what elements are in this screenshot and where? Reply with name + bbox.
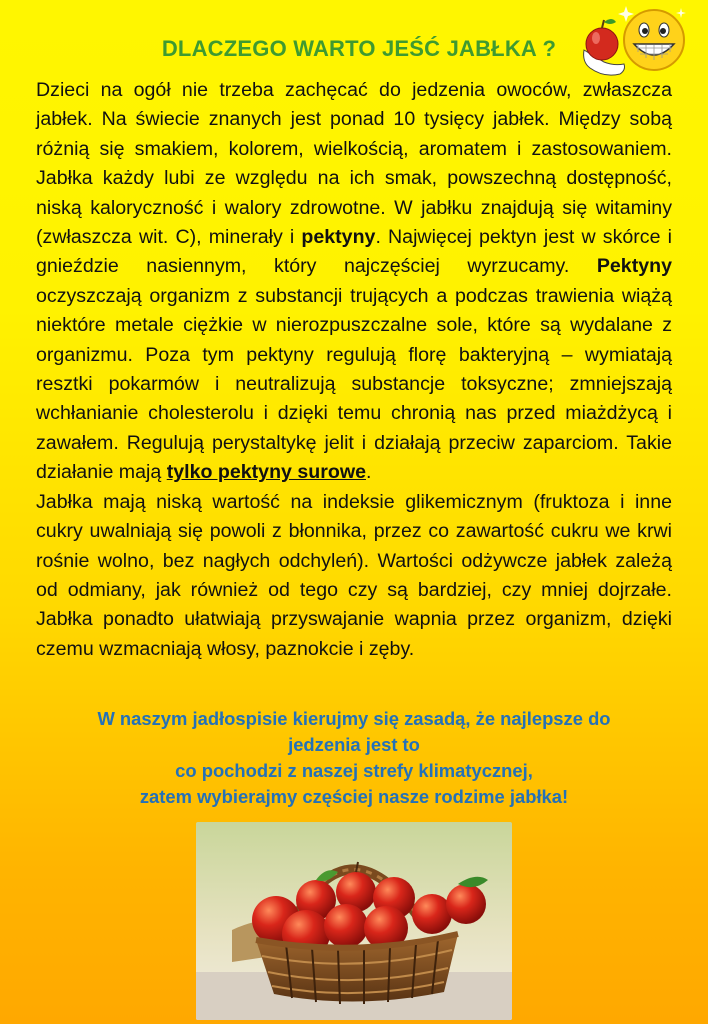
paragraph-pectins: [36, 76, 672, 488]
page-title: DLACZEGO WARTO JEŚĆ JABŁKA ?: [161, 36, 557, 61]
underlined-emphasis: tylko pektyny surowe: [166, 461, 366, 484]
callout-line: W naszym jadłospisie kierujmy się zasadą, że najlepsze do: [97, 708, 611, 729]
article-body: [36, 76, 672, 664]
apple-basket-photo: [196, 822, 512, 1020]
callout-line: jedzenia jest to: [288, 734, 420, 755]
paragraph-text: Dzieci na ogół nie trzeba zachęcać do jedzenia owoców, zwłaszcza jabłek. Na świecie znanych jest ponad 10 tysięcy jabłek. Między sobą różnią się smakiem, kolorem, wielkością, aromatem i zastosowaniem. Jabłka każdy lubi ze względu na ich smak, powszechną dostępność, niską kaloryczność i walory zdrowotne. W jabłku znajdują się witaminy (zwłaszcza wit. C), minerały i: [36, 79, 672, 249]
paragraph-glycemic: Jabłka mają niską wartość na indeksie glikemicznym (fruktoza i inne cukry uwalniają się powoli z błonnika, przez co zawartość cukru we krwi rośnie wolno, bez nagłych odchyleń). Wartości odżywcze jabłek zależą od odmiany, jak również od tego czy są bardziej, czy mniej dojrzałe. Jabłka ponadto ułatwiają przyswajanie wapnia przez organizm, dzięki czemu wzmacniają włosy, paznokcie i zęby.: [36, 490, 672, 660]
basket-of-apples-icon: [196, 822, 512, 1020]
callout-message: [40, 706, 668, 810]
bold-term: pektyny: [301, 226, 376, 249]
paragraph-text: oczyszczają organizm z substancji trujących a podczas trawienia wiążą niektóre metale ciężkie w nierozpuszczalne sole, które są wydalane z organizmu. Poza tym pektyny regulują florę bakteryjną – wymiatają resztki pokarmów i neutralizują substancje toksyczne; zmniejszają wchłanianie cholesterolu i dzięki temu chronią nas przed miażdżycą i zawałem. Regulują perystaltykę jelit i działają przeciw zaparciom. Takie działanie mają: [36, 284, 672, 484]
paragraph-text: . Najwięcej pektyn jest w skórce i gnieździe nasiennym, który najczęściej wyrzucamy.: [36, 226, 672, 278]
smiley-apple-icon: [580, 4, 690, 84]
callout-line: zatem wybierajmy częściej nasze rodzime jabłka!: [139, 786, 569, 807]
paragraph-text: .: [365, 461, 372, 484]
callout-line: co pochodzi z naszej strefy klimatycznej,: [175, 760, 533, 781]
bold-term: Pektyny: [596, 255, 672, 278]
